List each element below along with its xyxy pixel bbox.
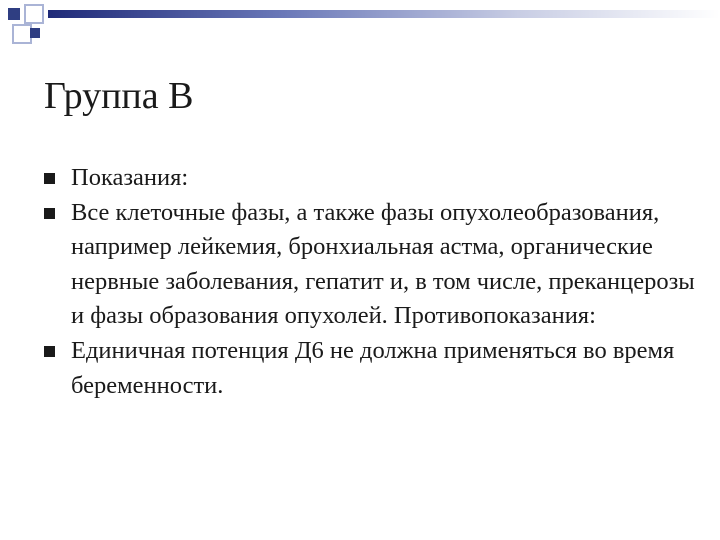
bullet-item bbox=[44, 334, 704, 403]
header-decoration bbox=[0, 0, 720, 60]
decor-square-outline-icon bbox=[12, 24, 32, 44]
header-gradient-band bbox=[48, 10, 720, 18]
bullet-text: Единичная потенция Д6 не должна применяться во время беременности. bbox=[71, 336, 675, 399]
bullet-item bbox=[44, 161, 704, 196]
square-bullet-icon bbox=[44, 173, 55, 184]
bullet-item bbox=[44, 196, 704, 334]
decor-square-icon bbox=[30, 28, 40, 38]
square-bullet-icon bbox=[44, 208, 55, 219]
square-bullet-icon bbox=[44, 346, 55, 357]
bullet-text: Показания: bbox=[71, 164, 189, 191]
decor-square-icon bbox=[8, 8, 20, 20]
decor-square-outline-icon bbox=[24, 4, 44, 24]
slide-title: Группа В bbox=[44, 75, 194, 117]
bullet-list bbox=[44, 161, 704, 403]
bullet-text: Все клеточные фазы, а также фазы опухолеобразования, например лейкемия, бронхиальная астма, органические нервные заболевания, гепатит и, в том числе, преканцерозы и фазы образования опухолей. Противопоказания: bbox=[71, 198, 695, 330]
